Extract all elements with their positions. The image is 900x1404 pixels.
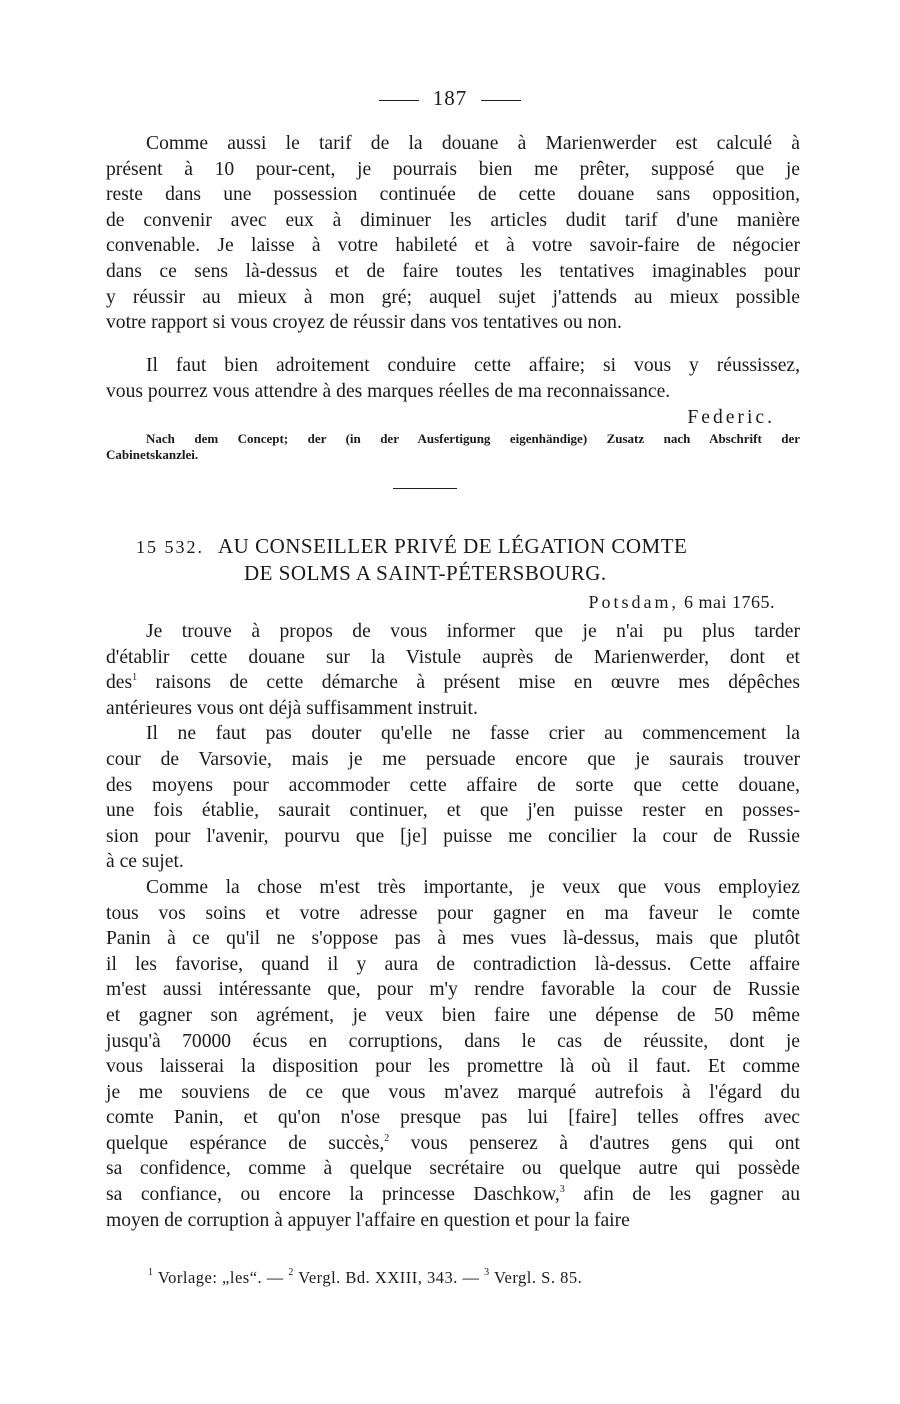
text-line (106, 926, 800, 952)
footnote-mark: 3 (484, 1267, 490, 1278)
text-line (106, 619, 800, 645)
text-line-segment: à ce sujet. (106, 851, 184, 873)
text-line (106, 952, 800, 978)
text-line-segment: je me souviens de ce que vous m'avez marqué autrefois à l'égard du (106, 1081, 800, 1103)
text-line-segment: moyen de corruption à appuyer l'affaire en question et pour la faire (106, 1209, 630, 1231)
text-line (106, 1003, 800, 1029)
header-rule-left (379, 100, 419, 101)
text-line-segment: vous laisserai la disposition pour les promettre là où il faut. Et comme (106, 1056, 800, 1078)
footnote-text: Vergl. S. 85. (493, 1268, 583, 1287)
footnotes (148, 1268, 582, 1288)
dateline-date: 6 mai 1765. (684, 592, 775, 612)
text-line-segment: quelque espérance de succès, (106, 1132, 385, 1154)
text-line (106, 798, 800, 824)
footnote-separator: — (266, 1268, 284, 1287)
footnote-mark: 1 (148, 1267, 154, 1278)
source-note (106, 431, 800, 463)
text-line: y réussir au mieux à mon gré; auquel sujet j'attends au mieux possible (106, 286, 800, 308)
text-line (106, 1156, 800, 1182)
dateline (588, 592, 775, 613)
text-line-segment: Comme la chose m'est très importante, je veux que vous employiez (146, 876, 800, 898)
source-note-line: Nach dem Concept; der (in der Ausfertigung eigenhändige) Zusatz nach Abschrift der (146, 431, 800, 446)
text-line (106, 901, 800, 927)
footnote-reference: 3 (559, 1184, 565, 1196)
footnote-reference: 2 (384, 1132, 390, 1144)
text-line (106, 645, 800, 671)
text-line: présent à 10 pour-cent, je pourrais bien me prêter, supposé que je (106, 158, 800, 180)
text-line (106, 1208, 800, 1234)
letter-title-line-1: AU CONSEILLER PRIVÉ DE LÉGATION COMTE (218, 534, 688, 558)
signature: Federic. (687, 407, 775, 428)
page-header (0, 86, 900, 111)
letter-heading (106, 533, 800, 586)
text-line (106, 1105, 800, 1131)
text-line (106, 875, 800, 901)
text-line (106, 1131, 800, 1157)
footnote-text: Vorlage: „les“. (157, 1268, 263, 1287)
text-line-segment: raisons de cette démarche à présent mise en œuvre mes dépêches (137, 672, 800, 694)
text-line-segment: sa confidence, comme à quelque secrétaire ou quelque autre qui possède (106, 1158, 800, 1180)
text-line (106, 670, 800, 696)
text-line (106, 824, 800, 850)
text-line-segment: sa confiance, ou encore la princesse Daschkow, (106, 1184, 560, 1206)
text-line (106, 849, 800, 875)
text-line (106, 977, 800, 1003)
continuation-paragraph-1 (106, 131, 800, 336)
text-line-segment: cour de Varsovie, mais je me persuade encore que je saurais trouver (106, 748, 800, 770)
letter-number: 15 532. (136, 537, 204, 557)
section-separator (393, 488, 457, 489)
text-line-segment: antérieures vous ont déjà suffisamment instruit. (106, 697, 478, 719)
continuation-paragraph-2 (106, 353, 800, 404)
text-line-segment: tous vos soins et votre adresse pour gagner en ma faveur le comte (106, 902, 800, 924)
dateline-place: Potsdam, (588, 592, 679, 612)
text-line (106, 1029, 800, 1055)
page-number: 187 (432, 86, 468, 110)
text-line-segment: et gagner son agrément, je veux bien faire une dépense de 50 même (106, 1004, 800, 1026)
text-line-segment: des (106, 672, 133, 694)
text-line-segment: Je trouve à propos de vous informer que je n'ai pu plus tarder (146, 621, 800, 642)
text-line (106, 747, 800, 773)
letter-body (106, 619, 800, 1233)
text-line-segment: des moyens pour accommoder cette affaire de sorte que cette douane, (106, 774, 800, 796)
text-line: Comme aussi le tarif de la douane à Marienwerder est calculé à (146, 133, 800, 154)
text-line (106, 1080, 800, 1106)
footnote-mark: 2 (288, 1267, 294, 1278)
text-line: dans ce sens là-dessus et de faire toutes les tentatives imaginables pour (106, 260, 800, 282)
text-line-segment: afin de les gagner au (564, 1184, 800, 1206)
text-line: convenable. Je laisse à votre habileté et à votre savoir-faire de négocier (106, 235, 800, 257)
source-note-line: Cabinetskanzlei. (106, 447, 199, 462)
text-line: Il faut bien adroitement conduire cette affaire; si vous y réussissez, (146, 355, 800, 376)
text-line-segment: Il ne faut pas douter qu'elle ne fasse crier au commencement la (146, 723, 800, 745)
text-line-segment: m'est aussi intéressante que, pour m'y rendre favorable la cour de Russie (106, 979, 800, 1001)
text-line: votre rapport si vous croyez de réussir dans vos tentatives ou non. (106, 312, 622, 334)
text-line-segment: sion pour l'avenir, pourvu que [je] puisse me concilier la cour de Russie (106, 825, 800, 847)
text-line: reste dans une possession continuée de cette douane sans opposition, (106, 184, 800, 206)
text-line-segment: vous penserez à d'autres gens qui ont (389, 1132, 800, 1154)
text-line-segment: Panin à ce qu'il ne s'oppose pas à mes vues là-dessus, mais que plutôt (106, 928, 800, 950)
text-line: vous pourrez vous attendre à des marques réelles de ma reconnaissance. (106, 380, 671, 402)
text-line (106, 1054, 800, 1080)
text-line (106, 773, 800, 799)
text-line (106, 696, 800, 722)
text-line-segment: une fois établie, saurait continuer, et que j'en puisse rester en posses- (106, 800, 800, 822)
text-line (106, 1182, 800, 1208)
footnote-separator: — (462, 1268, 480, 1287)
text-line-segment: d'établir cette douane sur la Vistule auprès de Marienwerder, dont et (106, 646, 800, 668)
letter-title-line-2: DE SOLMS A SAINT-PÉTERSBOURG. (244, 561, 607, 585)
text-line-segment: jusqu'à 70000 écus en corruptions, dans le cas de réussite, dont je (106, 1030, 800, 1052)
footnote-reference: 1 (132, 672, 138, 684)
text-line: de convenir avec eux à diminuer les articles dudit tarif d'une manière (106, 209, 800, 231)
header-rule-right (481, 100, 521, 101)
text-line (106, 721, 800, 747)
text-line-segment: il les favorise, quand il y aura de contradiction là-dessus. Cette affaire (106, 953, 800, 975)
text-line-segment: comte Panin, et qu'on n'ose presque pas lui [faire] telles offres avec (106, 1107, 800, 1129)
footnote-text: Vergl. Bd. XXIII, 343. (298, 1268, 458, 1287)
